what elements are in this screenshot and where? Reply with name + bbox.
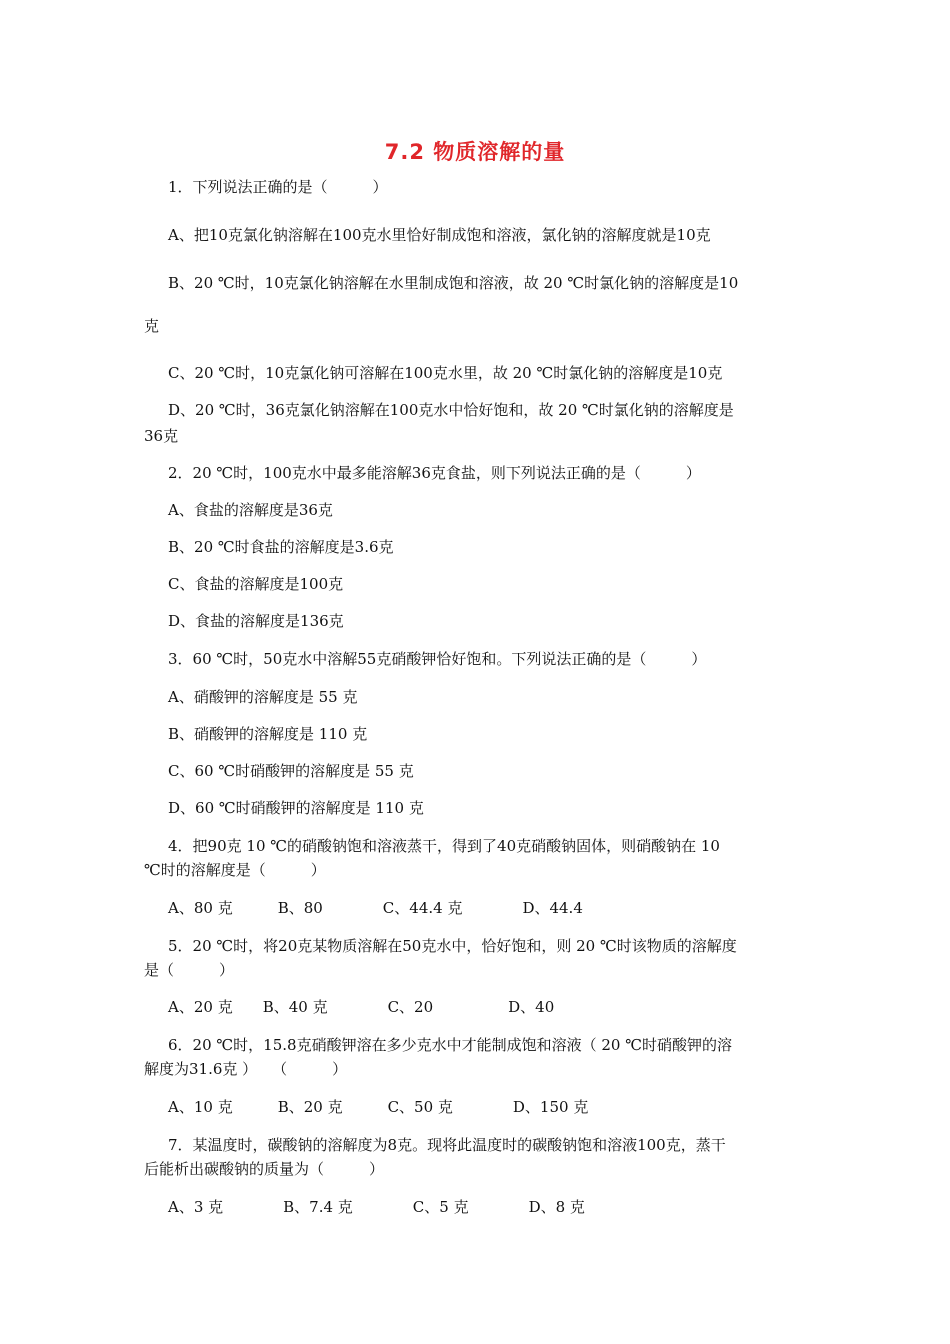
q3-option-a: A、硝酸钾的溶解度是 55 克 [168,688,358,706]
q1-option-b-cont: 克 [144,317,160,335]
q2-option-d: D、食盐的溶解度是136克 [168,612,344,630]
question-7-cont: 后能析出碳酸钠的质量为（ ） [144,1160,385,1178]
question-6: 6．20 ℃时，15.8克硝酸钾溶在多少克水中才能制成饱和溶液（ 20 ℃时硝酸钾的溶 [168,1036,732,1054]
page-title: 7.2 物质溶解的量 [384,140,566,164]
q3-option-c: C、60 ℃时硝酸钾的溶解度是 55 克 [168,762,414,780]
q3-option-b: B、硝酸钾的溶解度是 110 克 [168,725,368,743]
question-5: 5．20 ℃时，将20克某物质溶解在50克水中，恰好饱和，则 20 ℃时该物质的溶解度 [168,937,737,955]
q1-option-a: A、把10克氯化钠溶解在100克水里恰好制成饱和溶液，氯化钠的溶解度就是10克 [168,226,711,244]
q1-option-d: D、20 ℃时，36克氯化钠溶解在100克水中恰好饱和，故 20 ℃时氯化钠的溶解度是 [168,401,734,419]
q1-option-d-cont: 36克 [144,427,179,445]
question-4-cont: ℃时的溶解度是（ ） [144,861,326,879]
q2-option-a: A、食盐的溶解度是36克 [168,501,333,519]
q7-options: A、3 克 B、7.4 克 C、5 克 D、8 克 [168,1198,585,1216]
question-5-cont: 是（ ） [144,961,235,979]
q5-options: A、20 克 B、40 克 C、20 D、40 [168,998,555,1016]
q6-options: A、10 克 B、20 克 C、50 克 D、150 克 [168,1098,589,1116]
question-6-cont: 解度为31.6克 ） （ ） [144,1060,348,1078]
question-4: 4．把90克 10 ℃的硝酸钠饱和溶液蒸干，得到了40克硝酸钠固体，则硝酸钠在 10 [168,837,720,855]
question-7: 7．某温度时，碳酸钠的溶解度为8克。现将此温度时的碳酸钠饱和溶液100克，蒸干 [168,1136,726,1154]
q2-option-b: B、20 ℃时食盐的溶解度是3.6克 [168,538,394,556]
q1-option-b: B、20 ℃时，10克氯化钠溶解在水里制成饱和溶液，故 20 ℃时氯化钠的溶解度是10 [168,274,739,292]
q4-options: A、80 克 B、80 C、44.4 克 D、44.4 [168,899,583,917]
q2-option-c: C、食盐的溶解度是100克 [168,575,344,593]
q3-option-d: D、60 ℃时硝酸钾的溶解度是 110 克 [168,799,424,817]
q1-option-c: C、20 ℃时，10克氯化钠可溶解在100克水里，故 20 ℃时氯化钠的溶解度是10克 [168,364,723,382]
question-2: 2．20 ℃时，100克水中最多能溶解36克食盐，则下列说法正确的是（ ） [168,464,701,482]
question-1: 1．下列说法正确的是（ ） [168,178,388,196]
question-3: 3．60 ℃时，50克水中溶解55克硝酸钾恰好饱和。下列说法正确的是（ ） [168,650,707,668]
